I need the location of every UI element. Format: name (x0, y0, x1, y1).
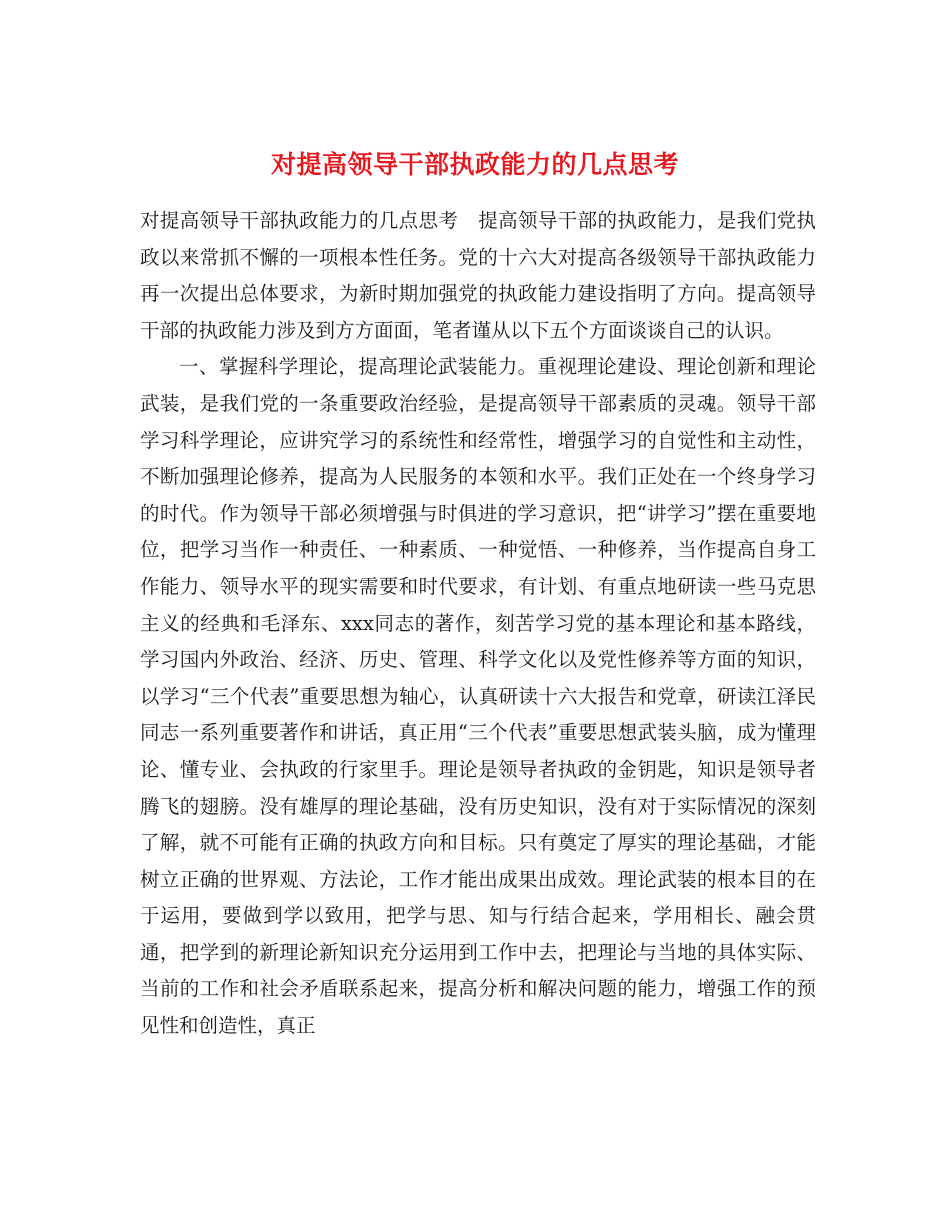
document-body (140, 203, 816, 1045)
intro-paragraph: 对提高领导干部执政能力的几点思考 提高领导干部的执政能力，是我们党执政以来常抓不懈的一项根本性任务。党的十六大对提高各级领导干部执政能力再一次提出总体要求，为新时期加强党的执政能力建设指明了方向。提高领导干部的执政能力涉及到方方面面，笔者谨从以下五个方面谈谈自己的认识。 (140, 209, 816, 342)
section-one-paragraph: 一、掌握科学理论，提高理论武装能力。重视理论建设、理论创新和理论武装，是我们党的一条重要政治经验，是提高领导干部素质的灵魂。领导干部学习科学理论，应讲究学习的系统性和经常性，增强学习的自觉性和主动性，不断加强理论修养，提高为人民服务的本领和水平。我们正处在一个终身学习的时代。作为领导干部必须增强与时俱进的学习意识，把“讲学习”摆在重要地位，把学习当作一种责任、一种素质、一种觉悟、一种修养，当作提高自身工作能力、领导水平的现实需要和时代要求，有计划、有重点地研读一些马克思主义的经典和毛泽东、xxx同志的著作，刻苦学习党的基本理论和基本路线，学习国内外政治、经济、历史、管理、科学文化以及党性修养等方面的知识，以学习“三个代表”重要思想为轴心，认真研读十六大报告和党章，研读江泽民同志一系列重要著作和讲话，真正用“三个代表”重要思想武装头脑，成为懂理论、懂专业、会执政的行家里手。理论是领导者执政的金钥匙，知识是领导者腾飞的翅膀。没有雄厚的理论基础，没有历史知识，没有对于实际情况的深刻了解，就不可能有正确的执政方向和目标。只有奠定了厚实的理论基础，才能树立正确的世界观、方法论，工作才能出成果出成效。理论武装的根本目的在于运用，要做到学以致用，把学与思、知与行结合起来，学用相长、融会贯通，把学到的新理论新知识充分运用到工作中去，把理论与当地的具体实际、当前的工作和社会矛盾联系起来，提高分析和解决问题的能力，增强工作的预见性和创造性，真正 (140, 355, 816, 1038)
document-title: 对提高领导干部执政能力的几点思考 (270, 149, 679, 179)
